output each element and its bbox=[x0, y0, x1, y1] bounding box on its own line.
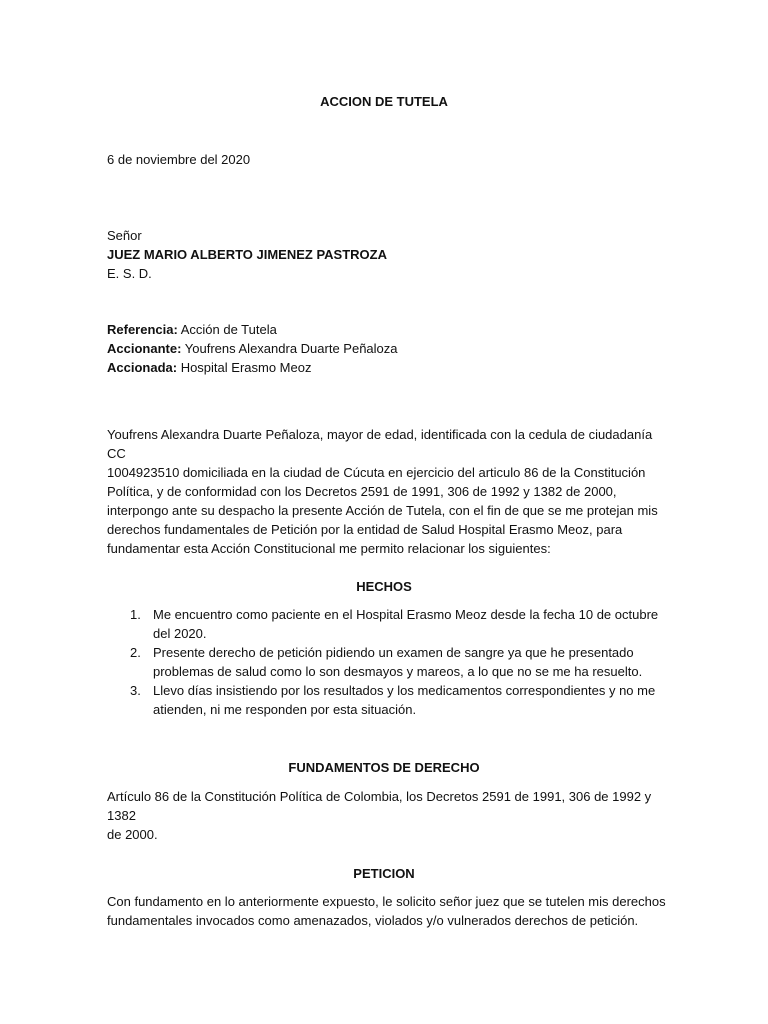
intro-paragraph bbox=[107, 425, 667, 558]
reference-label: Referencia: bbox=[107, 322, 178, 337]
intro-line: derechos fundamentales de Petición por la entidad de Salud Hospital Erasmo Meoz, para bbox=[107, 522, 623, 537]
peticion-line: Con fundamento en lo anteriormente expuesto, le solicito señor juez que se tutelen mis derechos bbox=[107, 894, 666, 909]
list-line: atienden, ni me responden por esta situación. bbox=[153, 702, 417, 717]
document-title: ACCION DE TUTELA bbox=[320, 94, 448, 109]
list-line: Presente derecho de petición pidiendo un examen de sangre ya que he presentado bbox=[153, 645, 634, 660]
list-number: 1. bbox=[130, 607, 141, 622]
intro-line: Política, y de conformidad con los Decretos 2591 de 1991, 306 de 1992 y 1382 de 2000, bbox=[107, 484, 617, 499]
fundamentos-paragraph bbox=[107, 787, 667, 844]
peticion-heading: PETICION bbox=[353, 866, 415, 881]
recipient-name: JUEZ MARIO ALBERTO JIMENEZ PASTROZA bbox=[107, 247, 387, 262]
fundamentos-heading: FUNDAMENTOS DE DERECHO bbox=[288, 760, 480, 775]
list-line: Llevo días insistiendo por los resultados y los medicamentos correspondientes y no me bbox=[153, 683, 656, 698]
document-date: 6 de noviembre del 2020 bbox=[107, 152, 251, 167]
list-text bbox=[153, 643, 668, 681]
list-text bbox=[153, 681, 668, 719]
hechos-heading: HECHOS bbox=[356, 579, 412, 594]
accionada-label: Accionada: bbox=[107, 360, 178, 375]
intro-line: 1004923510 domiciliada en la ciudad de Cúcuta en ejercicio del articulo 86 de la Constitución bbox=[107, 465, 646, 480]
intro-line: fundamentar esta Acción Constitucional me permito relacionar los siguientes: bbox=[107, 541, 551, 556]
list-line: del 2020. bbox=[153, 626, 207, 641]
list-text bbox=[153, 605, 668, 643]
list-line: problemas de salud como lo son desmayos y mareos, a lo que no se me ha resuelto. bbox=[153, 664, 643, 679]
peticion-paragraph bbox=[107, 892, 667, 930]
recipient-salutation: Señor bbox=[107, 228, 142, 243]
list-line: Me encuentro como paciente en el Hospital Erasmo Meoz desde la fecha 10 de octubre bbox=[153, 607, 659, 622]
intro-line: interpongo ante su despacho la presente Acción de Tutela, con el fin de que se me protejan mis bbox=[107, 503, 658, 518]
accionante-line bbox=[107, 339, 398, 358]
peticion-line: fundamentales invocados como amenazados, violados y/o vulnerados derechos de petición. bbox=[107, 913, 639, 928]
reference-value: Acción de Tutela bbox=[177, 322, 277, 337]
accionada-line bbox=[107, 358, 311, 377]
intro-line: Youfrens Alexandra Duarte Peñaloza, mayor de edad, identificada con la cedula de ciudadanía CC bbox=[107, 427, 653, 461]
list-number: 2. bbox=[130, 645, 141, 660]
accionante-value: Youfrens Alexandra Duarte Peñaloza bbox=[181, 341, 398, 356]
accionante-label: Accionante: bbox=[107, 341, 182, 356]
fundamentos-line: Artículo 86 de la Constitución Política de Colombia, los Decretos 2591 de 1991, 306 de 1992 y 1382 bbox=[107, 789, 652, 823]
accionada-value: Hospital Erasmo Meoz bbox=[177, 360, 312, 375]
list-number: 3. bbox=[130, 683, 141, 698]
reference-line bbox=[107, 320, 277, 339]
recipient-esd: E. S. D. bbox=[107, 266, 152, 281]
fundamentos-line: de 2000. bbox=[107, 827, 158, 842]
